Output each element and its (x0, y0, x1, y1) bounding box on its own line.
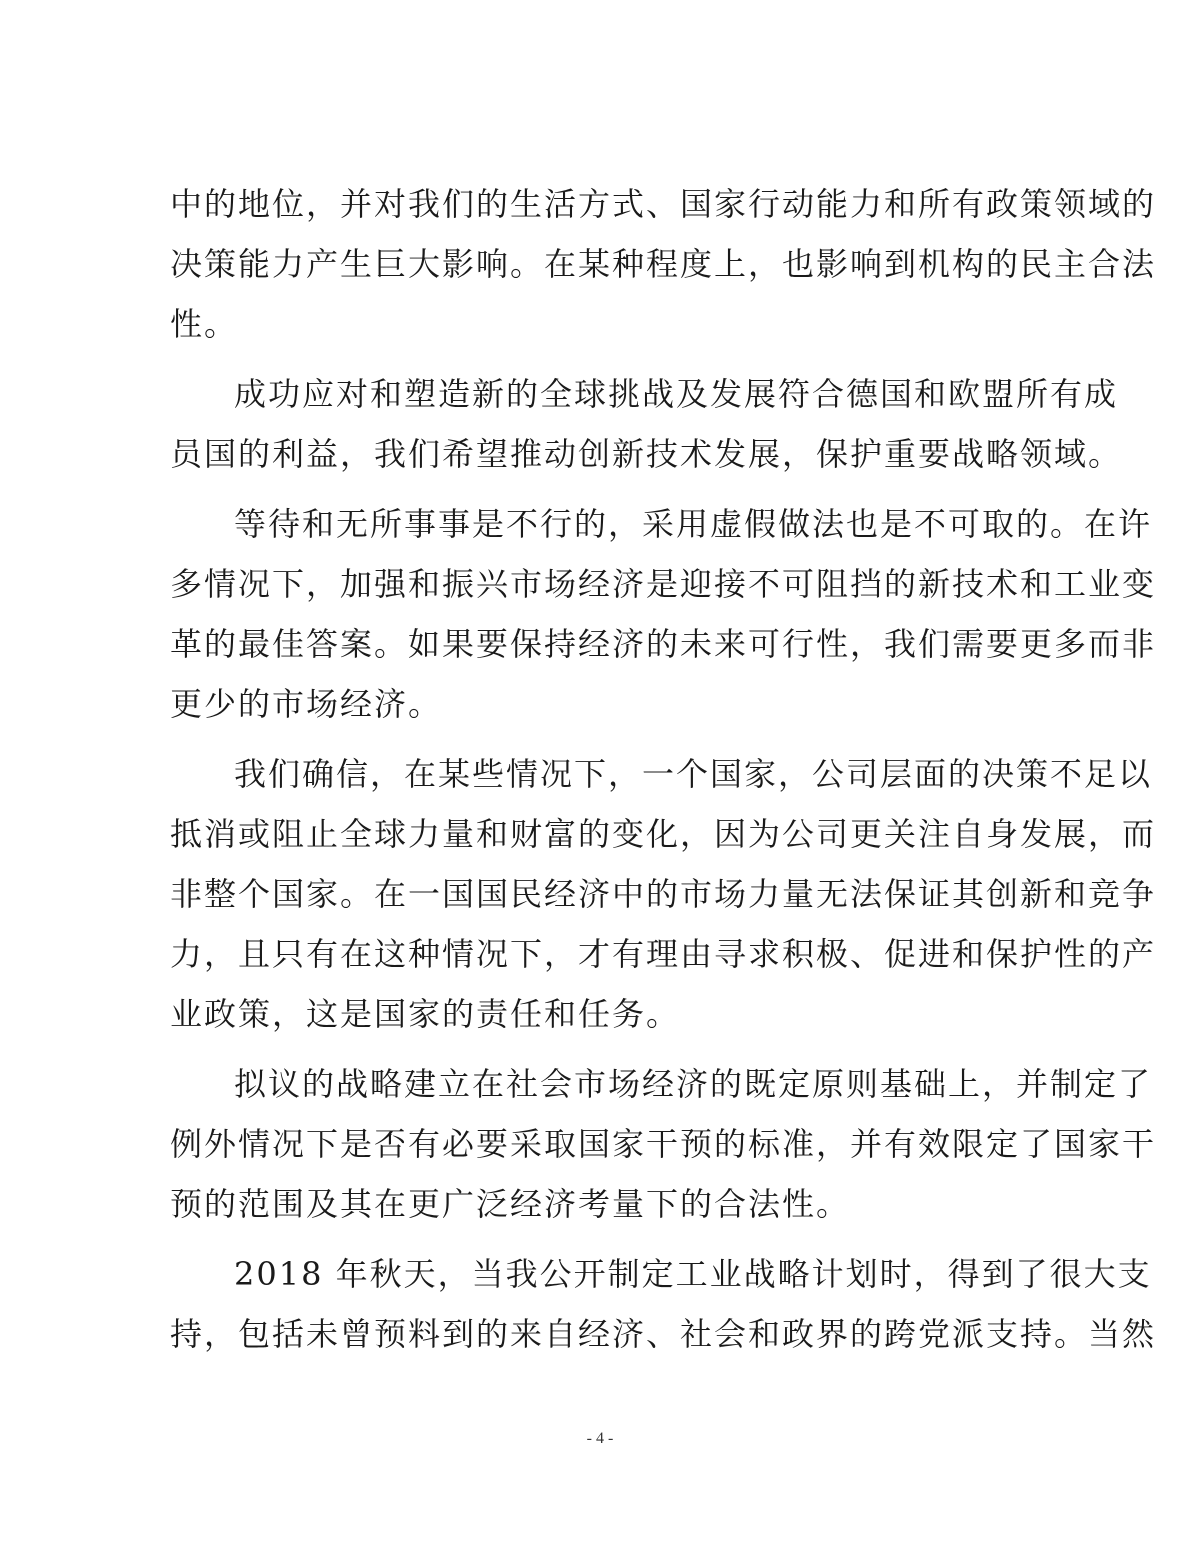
text-line: 例外情况下是否有必要采取国家干预的标准，并有效限定了国家干 (170, 1125, 1157, 1163)
text-line: 抵消或阻止全球力量和财富的变化，因为公司更关注自身发展，而 (170, 815, 1157, 853)
paragraph-first-line: 我们确信，在某些情况下，一个国家，公司层面的决策不足以 (234, 755, 1153, 793)
text-line: 革的最佳答案。如果要保持经济的未来可行性，我们需要更多而非 (170, 625, 1157, 663)
paragraph-first-line: 拟议的战略建立在社会市场经济的既定原则基础上，并制定了 (234, 1065, 1153, 1103)
text-line: 力，且只有在这种情况下，才有理由寻求积极、促进和保护性的产 (170, 935, 1157, 973)
text-line: 更少的市场经济。 (170, 685, 443, 723)
text-line: 预的范围及其在更广泛经济考量下的合法性。 (170, 1185, 851, 1223)
paragraph-first-line: 2018 年秋天，当我公开制定工业战略计划时，得到了很大支 (234, 1255, 1152, 1293)
paragraph-first-line: 等待和无所事事是不行的，采用虚假做法也是不可取的。在许 (234, 505, 1153, 543)
body-text (170, 174, 1157, 1364)
paragraph-first-line: 成功应对和塑造新的全球挑战及发展符合德国和欧盟所有成 (234, 375, 1119, 413)
text-line: 性。 (170, 305, 239, 343)
text-line: 决策能力产生巨大影响。在某种程度上，也影响到机构的民主合法 (170, 245, 1157, 283)
text-line: 员国的利益，我们希望推动创新技术发展，保护重要战略领域。 (170, 435, 1123, 473)
text-line: 非整个国家。在一国国民经济中的市场力量无法保证其创新和竞争 (170, 875, 1157, 913)
text-line: 业政策，这是国家的责任和任务。 (170, 995, 681, 1033)
text-line: 中的地位，并对我们的生活方式、国家行动能力和所有政策领域的 (170, 185, 1157, 223)
page-number: - 4 - (586, 1430, 614, 1447)
text-line: 多情况下，加强和振兴市场经济是迎接不可阻挡的新技术和工业变 (170, 565, 1157, 603)
text-line: 持，包括未曾预料到的来自经济、社会和政界的跨党派支持。当然 (170, 1315, 1157, 1353)
